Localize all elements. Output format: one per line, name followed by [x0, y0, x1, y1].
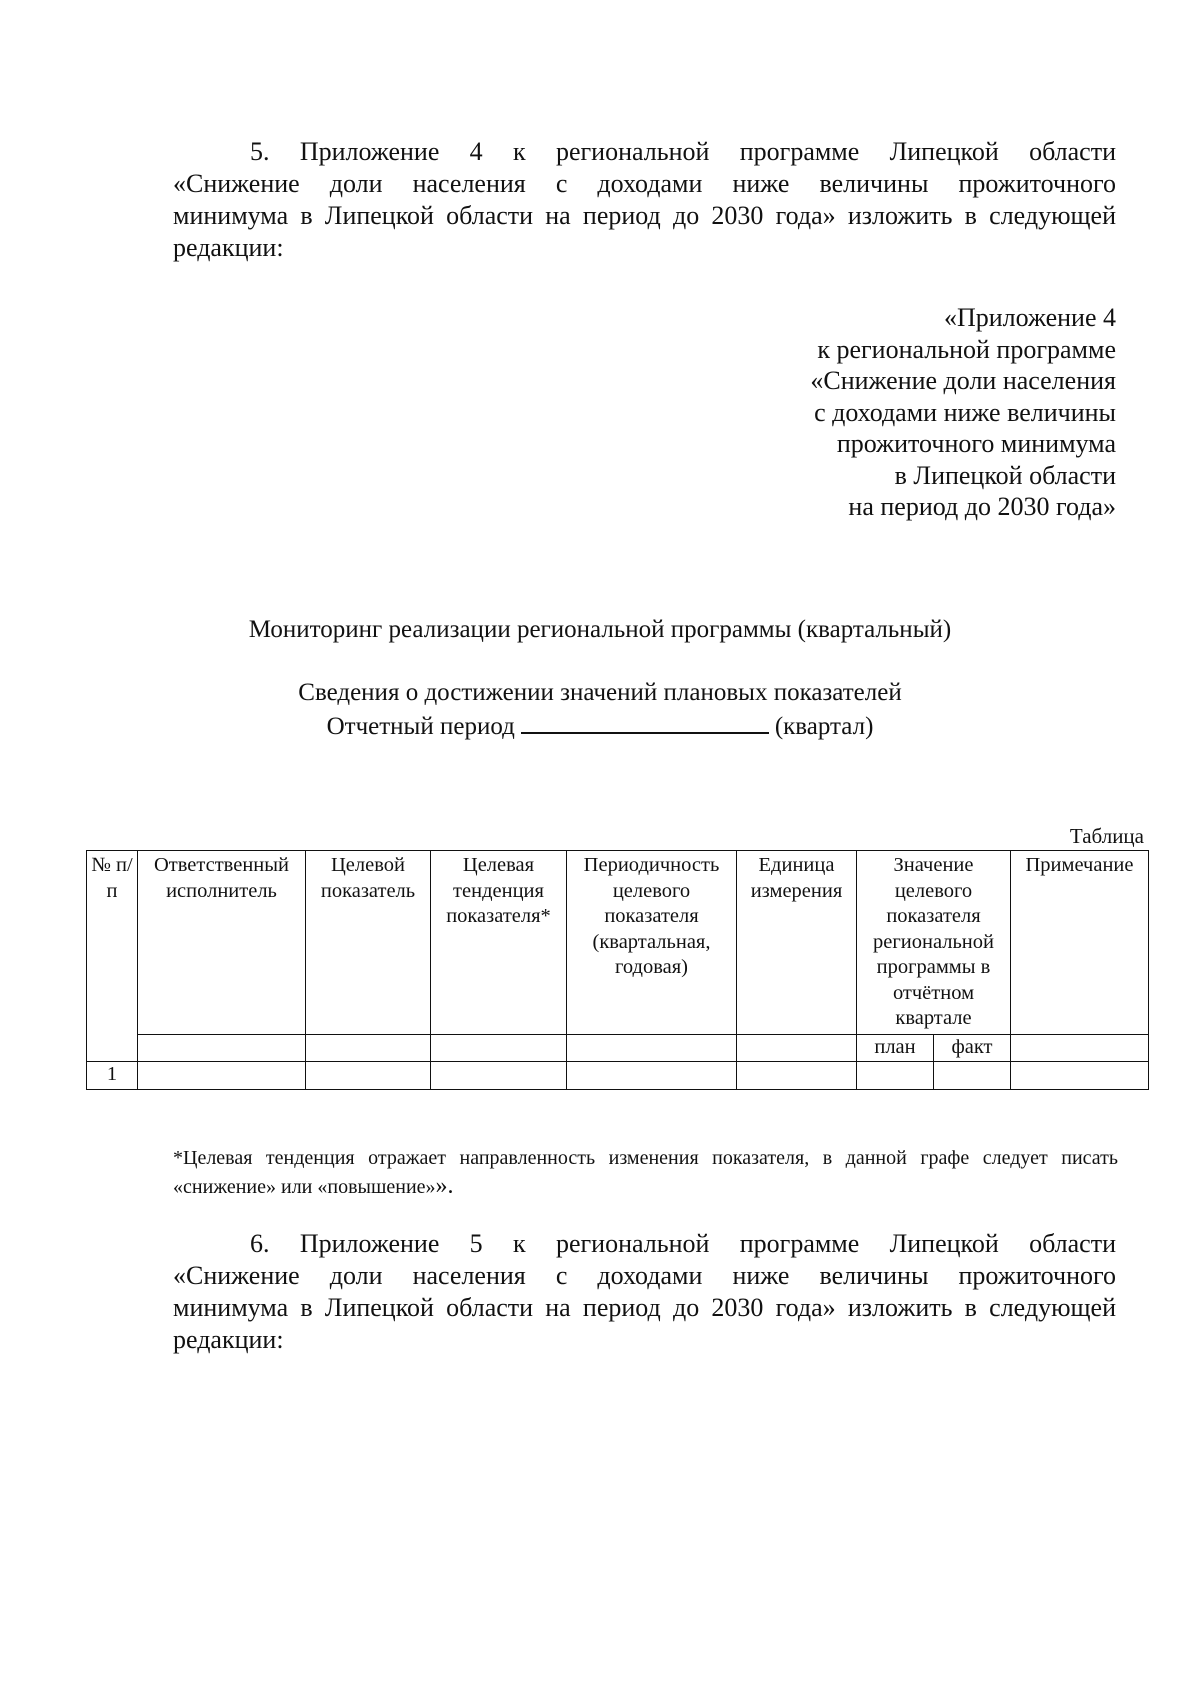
paragraph-5-line: минимума в Липецкой области на период до 2030 года» изложить в следующей	[173, 201, 1116, 230]
annex-header-line: в Липецкой области	[894, 460, 1116, 490]
header-periodicity: Периодичность целевого показателя (квартальная, годовая)	[567, 851, 737, 1035]
paragraph-5-line: 5. Приложение 4 к региональной программе Липецкой области	[250, 137, 1116, 166]
footnote	[173, 1144, 1118, 1201]
annex-header-line: прожиточного минимума	[836, 429, 1116, 458]
footnote-line: *Целевая тенденция отражает направленность изменения показателя, в данной графе следует писать	[173, 1147, 1118, 1169]
table-cell	[857, 1061, 934, 1089]
annex-header-line: к региональной программе	[817, 334, 1116, 364]
reporting-period-blank	[521, 708, 769, 734]
paragraph-6-line: редакции:	[173, 1325, 284, 1354]
header-executor: Ответственный исполнитель	[138, 851, 306, 1035]
table-cell	[306, 1061, 431, 1089]
table-cell	[567, 1034, 737, 1061]
table-cell	[1011, 1061, 1149, 1089]
paragraph-6	[173, 1228, 1116, 1356]
annex-header-line: с доходами ниже величины	[814, 397, 1116, 427]
table-cell	[737, 1034, 857, 1061]
indicators-title: Сведения о достижении значений плановых показателей	[298, 679, 902, 706]
reporting-period-suffix: (квартал)	[774, 713, 874, 740]
footnote-closing: ».	[435, 1173, 454, 1199]
table-row	[87, 1061, 1149, 1089]
monitoring-table	[86, 850, 1149, 1090]
table-cell	[306, 1034, 431, 1061]
annex-header-line: «Снижение доли населения	[810, 366, 1116, 395]
header-indicator: Целевой показатель	[306, 851, 431, 1035]
table-cell	[934, 1061, 1011, 1089]
paragraph-5-line: редакции:	[173, 233, 284, 262]
annex-header	[616, 302, 1116, 523]
table-cell	[138, 1061, 306, 1089]
table-caption: Таблица	[1069, 824, 1144, 848]
annex-header-line: «Приложение 4	[943, 303, 1116, 332]
header-note: Примечание	[1011, 851, 1149, 1035]
table-cell	[431, 1034, 567, 1061]
paragraph-6-line: «Снижение доли населения с доходами ниже величины прожиточного	[173, 1261, 1116, 1290]
paragraph-6-line: 6. Приложение 5 к региональной программе Липецкой области	[250, 1229, 1116, 1258]
annex-header-line: на период до 2030 года»	[848, 492, 1116, 521]
subheader-fact: факт	[934, 1034, 1011, 1061]
table-cell	[567, 1061, 737, 1089]
header-tendency: Целевая тенденция показателя*	[431, 851, 567, 1035]
table-cell	[1011, 1034, 1149, 1061]
header-unit: Единица измерения	[737, 851, 857, 1035]
footnote-line	[173, 1172, 1118, 1201]
monitoring-title: Мониторинг реализации региональной программы (квартальный)	[248, 616, 952, 643]
table-cell	[737, 1061, 857, 1089]
header-value: Значение целевого показателя региональной программы в отчётном квартале	[857, 851, 1011, 1035]
header-number: № п/п	[87, 851, 138, 1062]
row-number: 1	[87, 1061, 138, 1089]
paragraph-5-line: «Снижение доли населения с доходами ниже величины прожиточного	[173, 169, 1116, 198]
reporting-period-line	[0, 708, 1200, 742]
table-cell	[431, 1061, 567, 1089]
reporting-period-label: Отчетный период	[326, 713, 515, 740]
subheader-plan: план	[857, 1034, 934, 1061]
paragraph-5	[173, 136, 1116, 264]
paragraph-6-line: минимума в Липецкой области на период до 2030 года» изложить в следующей	[173, 1293, 1116, 1322]
table-cell	[138, 1034, 306, 1061]
footnote-text: «снижение» или «повышение»	[173, 1176, 436, 1198]
